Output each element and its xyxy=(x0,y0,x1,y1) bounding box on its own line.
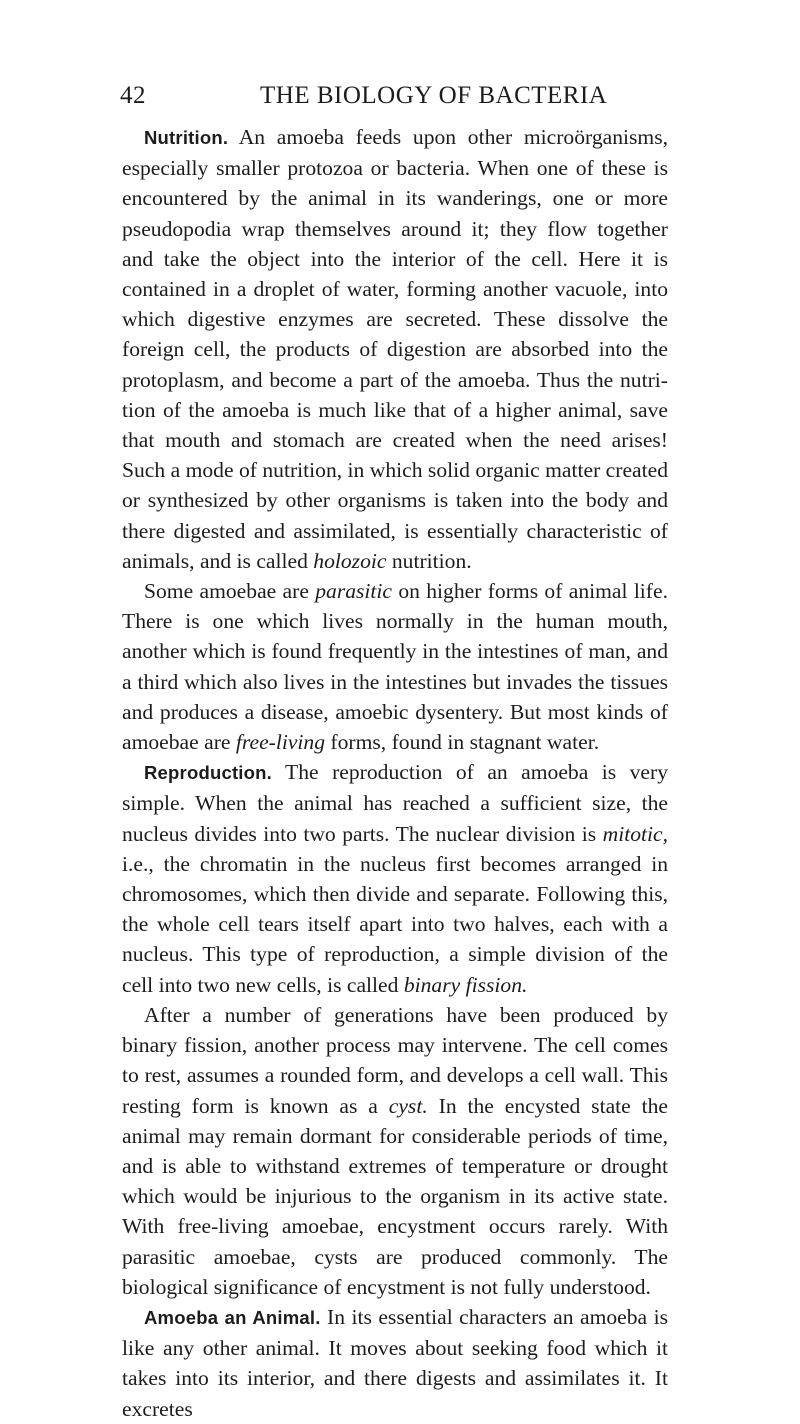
section-heading-reproduction: Reproduction. xyxy=(144,762,272,784)
paragraph-reproduction xyxy=(122,757,668,1000)
italic-term-cyst: cyst. xyxy=(388,1093,428,1118)
running-title: THE BIOLOGY OF BACTERIA xyxy=(260,82,608,109)
paragraph-nutrition xyxy=(122,122,668,576)
paragraph-text: In its essential characters an amoeba is like any other animal. It moves about seeking food which it takes into its interior, and there digests and assimilates it. It excretes xyxy=(122,1304,669,1421)
body-text xyxy=(122,122,668,1424)
italic-term-free-living: free-living xyxy=(235,730,326,755)
italic-term-holozoic: holozoic xyxy=(313,548,387,573)
paragraph-text: After a number of generations have been produced by binary fission, another process may intervene. The cell comes to rest, assumes a rounded form, and develops a cell wall. This resting form is known as a xyxy=(122,1002,668,1118)
page-number: 42 xyxy=(120,82,146,109)
section-heading-amoeba-an-animal: Amoeba an Animal. xyxy=(144,1306,321,1328)
paragraph-text: nutrition. xyxy=(386,548,472,573)
paragraph-text: i.e., the chromatin in the nucleus first becomes arranged in chromosomes, which then divide and separate. Following this, the whole cell tears itself apart into two halves, each with a nucleus. This type of reproduction, a simple division of the cell into two new cells, is called xyxy=(122,851,668,997)
section-heading-nutrition: Nutrition. xyxy=(144,127,229,148)
paragraph-amoeba-an-animal xyxy=(122,1302,668,1424)
paragraph-text: forms, found in stagnant water. xyxy=(325,730,600,755)
paragraph-encystment xyxy=(122,1000,668,1302)
paragraph-text: on higher forms of animal life. There is one which lives normally in the human mouth, another which is found frequently in the intestines of man, and a third which also lives in the intestines but invades the tissues and produces a disease, amoebic dysentery. But most kinds of amoebae are xyxy=(122,579,668,755)
paragraph-text: Some amoebae are xyxy=(144,579,316,604)
paragraph-text: In the encysted state the animal may remain dormant for considerable periods of time, and is able to withstand extremes of temperature or drought which would be injurious to the organism in its active state. With free-living amoebae, encystment occurs rarely. With parasitic amoebae, cysts are produced commonly. The biological significance of encystment is not fully understood. xyxy=(122,1093,668,1299)
running-head xyxy=(120,82,668,116)
italic-term-binary-fission: binary fission. xyxy=(403,972,528,997)
italic-term-mitotic: mitotic, xyxy=(602,821,668,846)
italic-term-parasitic: parasitic xyxy=(315,579,393,604)
paragraph-text: An amoeba feeds upon other microörganisms, especially smaller protozoa or bacteria. When one of these is encountered by the animal in its wanderings, one or more pseudopodia wrap themselves around it; they flow together and take the object into the interior of the cell. Here it is contained in a droplet of water, forming another vacuole, into which digestive enzymes are secreted. These dissolve the foreign cell, the products of digestion are absorbed into the protoplasm, and become a part of the amoeba. Thus the nutrition of the amoeba is much like that of a higher animal, save that mouth and stomach are created when the need arises! Such a mode of nutrition, in which solid organic matter created or synthesized by other organisms is taken into the body and there digested and assimilated, is essentially characteristic of animals, and is called xyxy=(122,125,668,573)
paragraph-parasitic xyxy=(122,576,668,757)
paragraph-text: The reproduction of an amoeba is very simple. When the animal has reached a sufficient size, the nucleus divides into two parts. The nuclear division is xyxy=(122,760,668,846)
